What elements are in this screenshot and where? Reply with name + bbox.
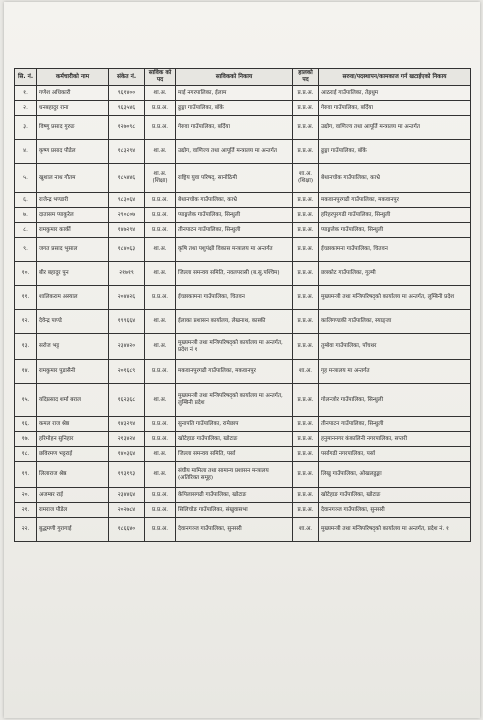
- row-sn: ६.: [15, 193, 37, 208]
- row-prev-post: शा.अ.: [145, 310, 176, 334]
- header-code: संकेत नं.: [109, 69, 145, 86]
- row-name: कृष्ण प्रसाद पौडेल: [37, 140, 109, 164]
- row-sn: ७.: [15, 208, 37, 223]
- table-header-row: [15, 69, 471, 86]
- table-row: [15, 384, 471, 417]
- row-prev-office: ईच्छाकामना गाउँपालिका, चितवन: [176, 286, 293, 310]
- table-row: [15, 417, 471, 432]
- row-sn: २.: [15, 101, 37, 116]
- table-row: [15, 447, 471, 462]
- row-name: छविरमण भट्टराई: [37, 447, 109, 462]
- row-name: देवेन्द्र पाण्डे: [37, 310, 109, 334]
- row-transfer-office: मुख्यमन्त्री तथा मन्त्रिपरिषद्को कार्यालय मा अन्तर्गत, लुम्बिनी प्रदेश: [319, 286, 471, 310]
- row-code: १४०३६४: [109, 447, 145, 462]
- table-row: [15, 488, 471, 503]
- row-prev-office: जिल्ला समन्वय समिति, नवलपरासी (ब.सु.पश्चिम): [176, 262, 293, 286]
- row-code: २३४४६४: [109, 488, 145, 503]
- row-transfer-office: पर्सागढी नगरपालिका, पर्सा: [319, 447, 471, 462]
- row-sn: १०.: [15, 262, 37, 286]
- row-name: लिलाराज श्रेष्ठ: [37, 462, 109, 488]
- row-code: २०४४२६: [109, 286, 145, 310]
- row-prev-post: प्र.प्र.अ.: [145, 432, 176, 447]
- transfer-table: [14, 68, 471, 542]
- row-sn: १२.: [15, 310, 37, 334]
- row-prev-office: केपिलासगढी गाउँपालिका, खोटाङ: [176, 488, 293, 503]
- row-prev-post: प्र.प्र.अ.: [145, 488, 176, 503]
- row-prev-office: बेथानचोक गाउँपालिका, काभ्रे: [176, 193, 293, 208]
- row-sn: १६.: [15, 417, 37, 432]
- row-prev-post: प्र.प्र.अ.: [145, 417, 176, 432]
- header-sn: सि. नं.: [15, 69, 37, 86]
- row-cur-post: प्र.प्र.अ.: [293, 286, 319, 310]
- row-cur-post: प्र.प्र.अ.: [293, 432, 319, 447]
- row-sn: २०.: [15, 488, 37, 503]
- table-row: [15, 262, 471, 286]
- table-row: [15, 140, 471, 164]
- row-prev-office: देवानगञ्ज गाउँपालिका, सुनसरी: [176, 518, 293, 542]
- row-prev-post: शा.अ.: [145, 334, 176, 360]
- row-prev-post: प्र.प्र.अ.: [145, 518, 176, 542]
- row-prev-office: ईलाका प्रशासन कार्यालय, लेखनाथ, कास्की: [176, 310, 293, 334]
- row-sn: २१.: [15, 503, 37, 518]
- row-name: हरिमोहन सुनिहार: [37, 432, 109, 447]
- row-transfer-office: प्याङ्गलेक गाउँपालिका, सिन्धुली: [319, 223, 471, 238]
- row-transfer-office: ढुङ्गा गाउँपालिका, बाँके: [319, 140, 471, 164]
- row-transfer-office: हनुमाननगर कंकालिनी नगरपालिका, सप्तरी: [319, 432, 471, 447]
- row-cur-post: प्र.प्र.अ.: [293, 208, 319, 223]
- row-code: २३४४२०: [109, 334, 145, 360]
- row-transfer-office: हरिहरपुरगढी गाउँपालिका, सिन्धुली: [319, 208, 471, 223]
- table-row: [15, 208, 471, 223]
- row-name: बीर बहादुर पुन: [37, 262, 109, 286]
- row-name: अजम्बर राई: [37, 488, 109, 503]
- row-prev-office: उद्योग, वाणिज्य तथा आपूर्ति मन्त्रालय मा अन्तर्गत: [176, 140, 293, 164]
- row-cur-post: प्र.प्र.अ.: [293, 116, 319, 140]
- row-name: धनबहादुर राना: [37, 101, 109, 116]
- row-code: १६२३६८: [109, 384, 145, 417]
- row-sn: ३.: [15, 116, 37, 140]
- row-sn: १३.: [15, 334, 37, 360]
- header-cur-post: हालको पद: [293, 69, 319, 86]
- row-prev-post: शा.अ. (शिक्षा): [145, 164, 176, 193]
- row-code: १४३२९४: [109, 417, 145, 432]
- row-transfer-office: आठराई गाउँपालिका, तेह्रथुम: [319, 86, 471, 101]
- row-prev-office: कृषि तथा पशुपंक्षी विकास मन्त्रालय मा अन्तर्गत: [176, 238, 293, 262]
- row-transfer-office: छत्रकोट गाउँपालिका, गुल्मी: [319, 262, 471, 286]
- row-prev-office: राष्ट्रिय युवा परिषद्, सानोठिमी: [176, 164, 293, 193]
- row-prev-post: प्र.प्र.अ.: [145, 193, 176, 208]
- row-sn: ११.: [15, 286, 37, 310]
- row-transfer-office: गृह मन्त्रालय मा अन्तर्गत: [319, 360, 471, 384]
- row-transfer-office: तुम्बेवा गाउँपालिका, पाँचथर: [319, 334, 471, 360]
- row-sn: ८.: [15, 223, 37, 238]
- row-prev-office: खोटेहाङ गाउँपालिका, खोटाङ: [176, 432, 293, 447]
- row-code: २०१६८९: [109, 360, 145, 384]
- table-row: [15, 310, 471, 334]
- document-page: [4, 2, 480, 718]
- row-cur-post: प्र.प्र.अ.: [293, 101, 319, 116]
- row-transfer-office: मकवानपुरगढी गाउँपालिका, मकवानपुर: [319, 193, 471, 208]
- row-prev-office: संघीय मामिला तथा सामान्य प्रशासन मन्त्रालय (अतिरिक्त समूह): [176, 462, 293, 488]
- row-prev-office: प्याङ्गलेक गाउँपालिका, सिन्धुली: [176, 208, 293, 223]
- row-cur-post: शा.अ. (शिक्षा): [293, 164, 319, 193]
- row-prev-post: प्र.प्र.अ.: [145, 223, 176, 238]
- row-code: २१७१९: [109, 262, 145, 286]
- row-prev-post: प्र.प्र.अ.: [145, 208, 176, 223]
- row-sn: ९.: [15, 238, 37, 262]
- table-row: [15, 238, 471, 262]
- row-sn: ४.: [15, 140, 37, 164]
- row-prev-post: प्र.प्र.अ.: [145, 101, 176, 116]
- row-cur-post: प्र.प्र.अ.: [293, 503, 319, 518]
- row-cur-post: प्र.प्र.अ.: [293, 334, 319, 360]
- row-prev-office: मुख्यमन्त्री तथा मन्त्रिपरिषद्को कार्यालय मा अन्तर्गत, लुम्बिनी प्रदेश: [176, 384, 293, 417]
- row-prev-post: प्र.प्र.अ.: [145, 503, 176, 518]
- table-row: [15, 503, 471, 518]
- row-code: ९६३५४६: [109, 101, 145, 116]
- row-transfer-office: गोलन्जोर गाउँपालिका, सिन्धुली: [319, 384, 471, 417]
- row-sn: १८.: [15, 447, 37, 462]
- row-cur-post: प्र.प्र.अ.: [293, 223, 319, 238]
- row-name: विष्णु प्रसाद गुरुङ: [37, 116, 109, 140]
- row-sn: १७.: [15, 432, 37, 447]
- row-prev-office: सुनापति गाउँपालिका, रामेछाप: [176, 417, 293, 432]
- header-name: कर्मचारीको नाम: [37, 69, 109, 86]
- header-prev-post: साविक को पद: [145, 69, 176, 86]
- row-code: ९८३०६४: [109, 193, 145, 208]
- table-row: [15, 360, 471, 384]
- row-cur-post: प्र.प्र.अ.: [293, 140, 319, 164]
- row-code: १४७२९४: [109, 223, 145, 238]
- row-code: ९६१४००: [109, 86, 145, 101]
- row-name: कमल राज श्रेष्ठ: [37, 417, 109, 432]
- table-row: [15, 101, 471, 116]
- row-transfer-office: खोटेहाङ गाउँपालिका, खोटाङ: [319, 488, 471, 503]
- row-prev-post: शा.अ.: [145, 384, 176, 417]
- row-cur-post: प्र.प्र.अ.: [293, 417, 319, 432]
- table-row: [15, 223, 471, 238]
- row-code: १८५४४६: [109, 164, 145, 193]
- row-code: १९३१९३: [109, 462, 145, 488]
- row-prev-office: ढुङ्गा गाउँपालिका, बाँके: [176, 101, 293, 116]
- row-cur-post: प्र.प्र.अ.: [293, 447, 319, 462]
- row-transfer-office: उद्योग, वाणिज्य तथा आपूर्ति मन्त्रालय मा अन्तर्गत: [319, 116, 471, 140]
- row-code: १८६६४०: [109, 518, 145, 542]
- row-transfer-office: तीनपाटन गाउँपालिका, सिन्धुली: [319, 417, 471, 432]
- row-prev-office: सिलिचोङ गाउँपालिका, संखुवासभा: [176, 503, 293, 518]
- row-name: दातासम प्याकुरेल: [37, 208, 109, 223]
- row-name: रामकुमार पुडासैनी: [37, 360, 109, 384]
- table-body: [15, 86, 471, 542]
- table-row: [15, 286, 471, 310]
- row-sn: ५.: [15, 164, 37, 193]
- row-prev-post: शा.अ.: [145, 447, 176, 462]
- row-cur-post: शा.अ.: [293, 360, 319, 384]
- row-cur-post: प्र.प्र.अ.: [293, 488, 319, 503]
- row-sn: १५.: [15, 384, 37, 417]
- row-transfer-office: मुख्यमन्त्री तथा मन्त्रिपरिषद्को कार्यालय मा अन्तर्गत, प्रदेश नं. १: [319, 518, 471, 542]
- row-cur-post: प्र.प्र.अ.: [293, 86, 319, 101]
- row-cur-post: प्र.प्र.अ.: [293, 310, 319, 334]
- table-row: [15, 116, 471, 140]
- row-transfer-office: गेरुवा गाउँपालिका, बर्दिया: [319, 101, 471, 116]
- row-transfer-office: ईच्छाकामना गाउँपालिका, चितवन: [319, 238, 471, 262]
- row-name: जगत प्रसाद भुसाल: [37, 238, 109, 262]
- row-prev-post: शा.अ.: [145, 262, 176, 286]
- table-row: [15, 164, 471, 193]
- row-name: बुद्धमणी गुरागाई: [37, 518, 109, 542]
- row-prev-office: मुख्यमन्त्री तथा मन्त्रिपरिषद्को कार्यालय मा अन्तर्गत, प्रदेश नं १: [176, 334, 293, 360]
- table-row: [15, 432, 471, 447]
- row-prev-post: शा.अ.: [145, 462, 176, 488]
- row-name: रामराज पौडेल: [37, 503, 109, 518]
- table-row: [15, 86, 471, 101]
- row-sn: १.: [15, 86, 37, 101]
- row-name: गणेश अधिकारी: [37, 86, 109, 101]
- row-code: १२७०९८: [109, 116, 145, 140]
- row-prev-office: तीनपाटन गाउँपालिका, सिन्धुली: [176, 223, 293, 238]
- table-row: [15, 334, 471, 360]
- row-sn: २२.: [15, 518, 37, 542]
- row-cur-post: प्र.प्र.अ.: [293, 238, 319, 262]
- row-code: १९९६६४: [109, 310, 145, 334]
- row-cur-post: शा.अ.: [293, 518, 319, 542]
- row-name: राजेन्द्र भण्डारी: [37, 193, 109, 208]
- row-prev-office: माई नगरपालिका, ईलाम: [176, 86, 293, 101]
- row-name: यदिप्रसाद शर्मा बराल: [37, 384, 109, 417]
- row-prev-post: शा.अ.: [145, 86, 176, 101]
- row-code: १८४०६३: [109, 238, 145, 262]
- row-prev-post: शा.अ.: [145, 140, 176, 164]
- row-name: रामकुमार कार्की: [37, 223, 109, 238]
- row-prev-office: जिल्ला समन्वय समिति, पर्सा: [176, 447, 293, 462]
- row-name: सरोज भट्ट: [37, 334, 109, 360]
- row-prev-post: शा.अ.: [145, 238, 176, 262]
- row-cur-post: प्र.प्र.अ.: [293, 384, 319, 417]
- row-transfer-office: बेथानचोक गाउँपालिका, काभ्रे: [319, 164, 471, 193]
- table-row: [15, 518, 471, 542]
- row-transfer-office: देवानगञ्ज गाउँपालिका, सुनसरी: [319, 503, 471, 518]
- row-transfer-office: लिखु गाउँपालिका, ओखलढुङ्गा: [319, 462, 471, 488]
- row-code: २९०८०७: [109, 208, 145, 223]
- row-code: २१३४२४: [109, 432, 145, 447]
- row-cur-post: प्र.प्र.अ.: [293, 193, 319, 208]
- table-row: [15, 462, 471, 488]
- row-prev-office: मकवानपुरगढी गाउँपालिका, मकवानपुर: [176, 360, 293, 384]
- row-prev-post: प्र.प्र.अ.: [145, 116, 176, 140]
- row-cur-post: प्र.प्र.अ.: [293, 262, 319, 286]
- row-code: १८३२९४: [109, 140, 145, 164]
- row-name: खुशाल नाथ गौतम: [37, 164, 109, 193]
- table-row: [15, 193, 471, 208]
- row-code: २०२७८४: [109, 503, 145, 518]
- row-transfer-office: कालिगण्डकी गाउँपालिका, स्याङ्जा: [319, 310, 471, 334]
- row-prev-post: प्र.प्र.अ.: [145, 286, 176, 310]
- row-prev-post: प्र.प्र.अ.: [145, 360, 176, 384]
- row-prev-office: गेरुवा गाउँपालिका, बर्दिया: [176, 116, 293, 140]
- row-sn: १४.: [15, 360, 37, 384]
- row-cur-post: प्र.प्र.अ.: [293, 462, 319, 488]
- row-name: शालिकराम अस्याल: [37, 286, 109, 310]
- header-prev-office: साविकको निकाय: [176, 69, 293, 86]
- row-sn: १९.: [15, 462, 37, 488]
- header-transfer-office: सरुवा/पदस्थापन/कामकाज गर्न खटाईएको निकाय: [319, 69, 471, 86]
